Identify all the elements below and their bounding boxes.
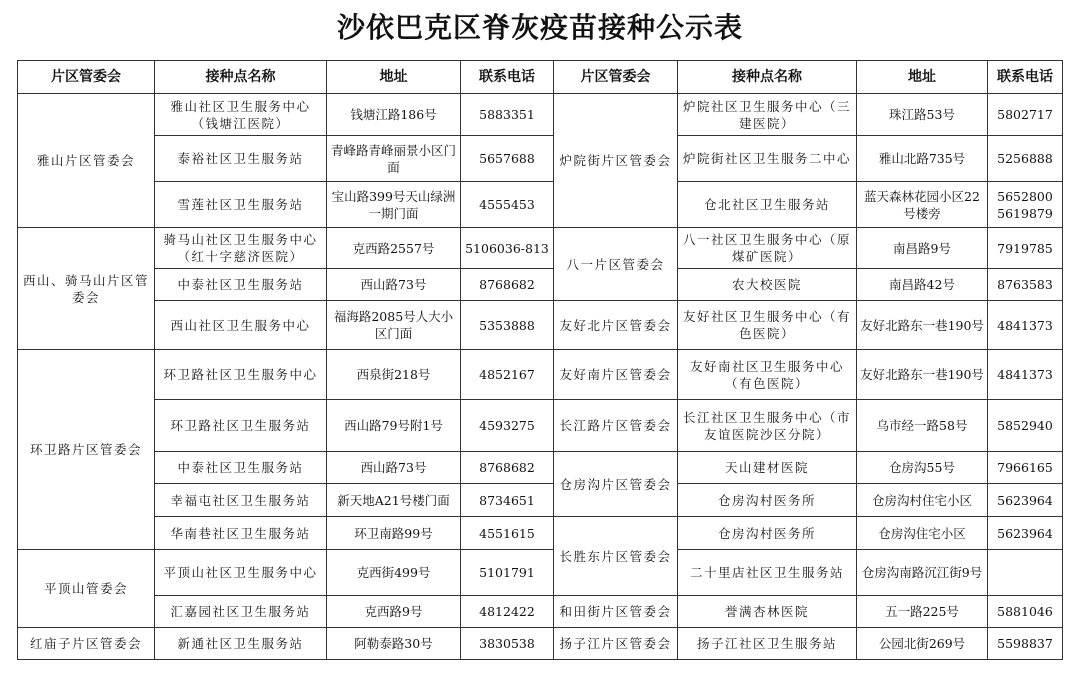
phone-cell (988, 550, 1063, 596)
page-title: 沙依巴克区脊灰疫苗接种公示表 (336, 11, 743, 44)
site-cell: 仓房沟村医务所 (678, 484, 857, 517)
table-row (18, 301, 1063, 350)
district-cell: 红庙子片区管委会 (18, 628, 155, 660)
phone-cell: 5623964 (988, 517, 1063, 550)
header-phone-right: 联系电话 (988, 61, 1063, 94)
site-cell: 炉院街社区卫生服务二中心 (678, 136, 857, 182)
phone-cell: 8768682 (461, 269, 554, 301)
address-cell: 乌市经一路58号 (857, 400, 988, 452)
address-cell: 公园北街269号 (857, 628, 988, 660)
address-cell: 珠江路53号 (857, 94, 988, 136)
phone-cell: 5353888 (461, 301, 554, 350)
header-district-right: 片区管委会 (554, 61, 678, 94)
site-cell: 扬子江社区卫生服务站 (678, 628, 857, 660)
phone-cell: 7966165 (988, 452, 1063, 484)
site-cell: 长江社区卫生服务中心（市友谊医院沙区分院） (678, 400, 857, 452)
phone-cell: 4593275 (461, 400, 554, 452)
site-cell: 西山社区卫生服务中心 (155, 301, 327, 350)
site-cell: 中泰社区卫生服务站 (155, 269, 327, 301)
phone-cell: 4841373 (988, 301, 1063, 350)
header-address-left: 地址 (327, 61, 461, 94)
phone-cell: 7919785 (988, 228, 1063, 269)
phone-cell: 8763583 (988, 269, 1063, 301)
phone-cell: 4841373 (988, 350, 1063, 400)
district-cell: 平顶山管委会 (18, 550, 155, 628)
district-cell: 友好北片区管委会 (554, 301, 678, 350)
table-row (18, 550, 1063, 596)
phone-cell: 8734651 (461, 484, 554, 517)
header-site-left: 接种点名称 (155, 61, 327, 94)
district-cell: 长江路片区管委会 (554, 400, 678, 452)
site-cell: 仓北社区卫生服务站 (678, 182, 857, 228)
site-cell: 誉满杏林医院 (678, 596, 857, 628)
header-district-left: 片区管委会 (18, 61, 155, 94)
site-cell: 雪莲社区卫生服务站 (155, 182, 327, 228)
district-cell: 炉院街片区管委会 (554, 94, 678, 228)
address-cell: 南昌路42号 (857, 269, 988, 301)
table-row (18, 452, 1063, 484)
phone-cell: 5256888 (988, 136, 1063, 182)
district-cell: 西山、骑马山片区管委会 (18, 228, 155, 350)
phone-cell: 5657688 (461, 136, 554, 182)
address-cell: 仓房沟住宅小区 (857, 517, 988, 550)
header-phone-left: 联系电话 (461, 61, 554, 94)
table-row (18, 269, 1063, 301)
site-cell: 平顶山社区卫生服务中心 (155, 550, 327, 596)
address-cell: 友好北路东一巷190号 (857, 301, 988, 350)
address-cell: 钱塘江路186号 (327, 94, 461, 136)
district-cell: 长胜东片区管委会 (554, 517, 678, 596)
phone-line: 5652800 (997, 188, 1053, 204)
site-cell: 环卫路社区卫生服务站 (155, 400, 327, 452)
phone-cell: 5623964 (988, 484, 1063, 517)
address-cell: 仓房沟55号 (857, 452, 988, 484)
address-cell: 环卫南路99号 (327, 517, 461, 550)
site-cell: 炉院社区卫生服务中心（三建医院） (678, 94, 857, 136)
site-cell: 泰裕社区卫生服务站 (155, 136, 327, 182)
address-cell: 仓房沟村住宅小区 (857, 484, 988, 517)
site-cell: 中泰社区卫生服务站 (155, 452, 327, 484)
phone-cell: 5101791 (461, 550, 554, 596)
site-cell: 仓房沟村医务所 (678, 517, 857, 550)
table-row (18, 596, 1063, 628)
phone-line-2: 5619879 (997, 205, 1053, 221)
site-cell: 天山建材医院 (678, 452, 857, 484)
site-cell: 汇嘉园社区卫生服务站 (155, 596, 327, 628)
address-cell: 西泉街218号 (327, 350, 461, 400)
address-cell: 友好北路东一巷190号 (857, 350, 988, 400)
address-cell: 仓房沟南路沉江街9号 (857, 550, 988, 596)
district-cell: 雅山片区管委会 (18, 94, 155, 228)
site-cell: 友好社区卫生服务中心（有色医院） (678, 301, 857, 350)
phone-cell: 8768682 (461, 452, 554, 484)
phone-cell: 4852167 (461, 350, 554, 400)
table-row (18, 136, 1063, 182)
address-cell: 新天地A21号楼门面 (327, 484, 461, 517)
phone-cell: 4812422 (461, 596, 554, 628)
phone-cell: 5852940 (988, 400, 1063, 452)
address-cell: 南昌路9号 (857, 228, 988, 269)
address-cell: 克西街499号 (327, 550, 461, 596)
address-cell: 宝山路399号天山绿洲一期门面 (327, 182, 461, 228)
phone-cell: 5881046 (988, 596, 1063, 628)
site-cell: 农大校医院 (678, 269, 857, 301)
phone-cell: 5883351 (461, 94, 554, 136)
phone-cell: 5802717 (988, 94, 1063, 136)
district-cell: 仓房沟片区管委会 (554, 452, 678, 517)
district-cell: 环卫路片区管委会 (18, 350, 155, 550)
phone-cell (988, 182, 1063, 228)
site-cell: 环卫路社区卫生服务中心 (155, 350, 327, 400)
district-cell: 八一片区管委会 (554, 228, 678, 301)
header-site-right: 接种点名称 (678, 61, 857, 94)
address-cell: 克西路2557号 (327, 228, 461, 269)
table-row (18, 350, 1063, 400)
table-row (18, 484, 1063, 517)
address-cell: 雅山北路735号 (857, 136, 988, 182)
address-cell: 西山路73号 (327, 452, 461, 484)
table-row (18, 94, 1063, 136)
district-cell: 友好南片区管委会 (554, 350, 678, 400)
table-row (18, 517, 1063, 550)
header-address-right: 地址 (857, 61, 988, 94)
address-cell: 福海路2085号人大小区门面 (327, 301, 461, 350)
site-cell: 友好南社区卫生服务中心（有色医院） (678, 350, 857, 400)
address-cell: 西山路73号 (327, 269, 461, 301)
site-cell: 二十里店社区卫生服务站 (678, 550, 857, 596)
address-cell: 青峰路青峰丽景小区门面 (327, 136, 461, 182)
table-row (18, 400, 1063, 452)
site-cell: 八一社区卫生服务中心（原煤矿医院） (678, 228, 857, 269)
address-cell: 五一路225号 (857, 596, 988, 628)
address-cell: 阿勒泰路30号 (327, 628, 461, 660)
address-cell: 蓝天森林花园小区22号楼旁 (857, 182, 988, 228)
district-cell: 和田街片区管委会 (554, 596, 678, 628)
table-row (18, 182, 1063, 228)
site-cell: 雅山社区卫生服务中心（钱塘江医院） (155, 94, 327, 136)
site-cell: 新通社区卫生服务站 (155, 628, 327, 660)
phone-cell: 5598837 (988, 628, 1063, 660)
table-row (18, 628, 1063, 660)
district-cell: 扬子江片区管委会 (554, 628, 678, 660)
address-cell: 克西路9号 (327, 596, 461, 628)
header-row (18, 61, 1063, 94)
address-cell: 西山路79号附1号 (327, 400, 461, 452)
phone-cell: 5106036-813 (461, 228, 554, 269)
vaccination-table (17, 60, 1063, 660)
phone-cell: 4555453 (461, 182, 554, 228)
table-row (18, 228, 1063, 269)
phone-cell: 3830538 (461, 628, 554, 660)
site-cell: 骑马山社区卫生服务中心（红十字慈济医院） (155, 228, 327, 269)
phone-cell: 4551615 (461, 517, 554, 550)
site-cell: 幸福屯社区卫生服务站 (155, 484, 327, 517)
site-cell: 华南巷社区卫生服务站 (155, 517, 327, 550)
